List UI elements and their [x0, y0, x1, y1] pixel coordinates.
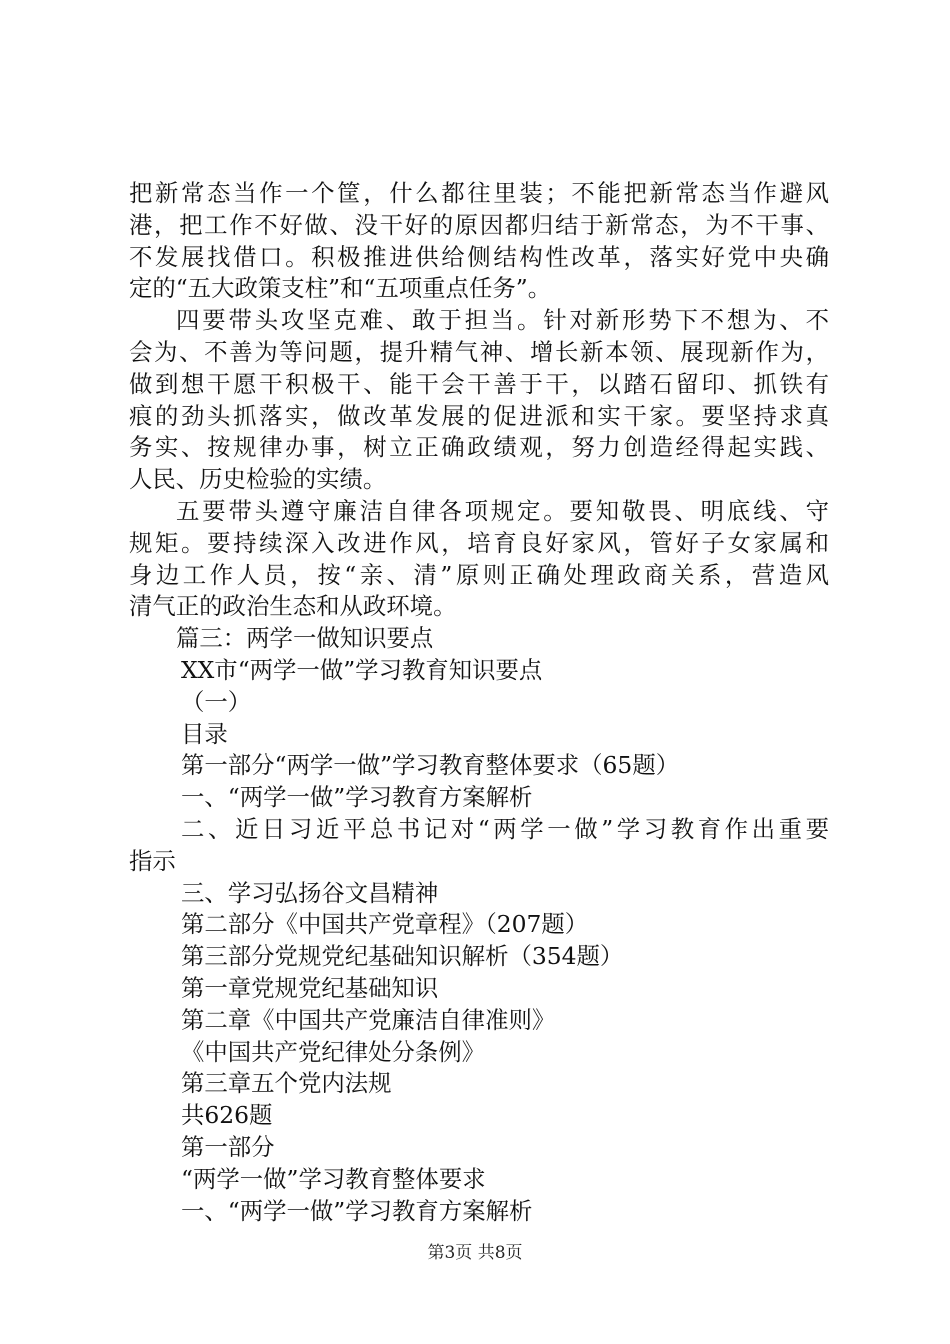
toc-heading: 目录 — [181, 719, 228, 748]
toc-line: 《中国共产党纪律处分条例》 — [181, 1037, 486, 1066]
page-footer — [0, 1242, 950, 1264]
toc-line: 二、近日习近平总书记对“两学一做”学习教育作出重要 — [181, 814, 829, 843]
paragraph-line: 痕的劲头抓落实，做改革发展的促进派和实干家。要坚持求真 — [129, 401, 829, 430]
paragraph-line: 规矩。要持续深入改进作风，培育良好家风，管好子女家属和 — [129, 528, 829, 557]
document-title: XX市“两学一做”学习教育知识要点 — [181, 655, 543, 684]
paragraph-line: 身边工作人员，按“亲、清”原则正确处理政商关系，营造风 — [129, 560, 829, 589]
paragraph-line: 把新常态当作一个筐，什么都往里装；不能把新常态当作避风 — [129, 179, 829, 207]
paragraph-line: 务实、按规律办事，树立正确政绩观，努力创造经得起实践、 — [129, 433, 829, 462]
paragraph-line: 人民、历史检验的实绩。 — [129, 465, 387, 494]
section-heading: “两学一做”学习教育整体要求 — [181, 1164, 486, 1193]
toc-line: 第二部分《中国共产党章程》（207题） — [181, 910, 589, 939]
document-body — [129, 178, 829, 1227]
toc-line: 共626题 — [181, 1101, 273, 1130]
toc-line: 第一部分“两学一做”学习教育整体要求（65题） — [181, 751, 680, 780]
paragraph-line: 清气正的政治生态和从政环境。 — [129, 592, 457, 621]
toc-line: （一） — [181, 687, 252, 716]
paragraph-line: 四要带头攻坚克难、敢于担当。针对新形势下不想为、不 — [176, 306, 829, 335]
toc-line: 第一章党规党纪基础知识 — [181, 973, 439, 1002]
toc-line: 指示 — [129, 846, 176, 875]
paragraph-line: 港，把工作不好做、没干好的原因都归结于新常态，为不干事、 — [129, 210, 829, 239]
paragraph-line: 不发展找借口。积极推进供给侧结构性改革，落实好党中央确 — [129, 242, 829, 271]
toc-line: 第三部分党规党纪基础知识解析（354题） — [181, 942, 624, 971]
paragraph-line: 做到想干愿干积极干、能干会干善于干，以踏石留印、抓铁有 — [129, 369, 829, 398]
toc-line: 一、“两学一做”学习教育方案解析 — [181, 783, 533, 812]
toc-line: 第三章五个党内法规 — [181, 1069, 392, 1098]
toc-line: 第二章《中国共产党廉洁自律准则》 — [181, 1005, 556, 1034]
paragraph-line: 定的“五大政策支柱”和“五项重点任务”。 — [129, 274, 552, 303]
section-heading: 一、“两学一做”学习教育方案解析 — [181, 1196, 533, 1225]
page-number: 第3页 共8页 — [427, 1243, 523, 1263]
paragraph-line: 会为、不善为等问题，提升精气神、增长新本领、展现新作为， — [129, 337, 829, 366]
toc-line: 三、学习弘扬谷文昌精神 — [181, 878, 439, 907]
section-heading: 第一部分 — [181, 1132, 275, 1161]
paragraph-line: 五要带头遵守廉洁自律各项规定。要知敬畏、明底线、守 — [176, 496, 829, 525]
section-heading: 篇三：两学一做知识要点 — [176, 624, 434, 653]
